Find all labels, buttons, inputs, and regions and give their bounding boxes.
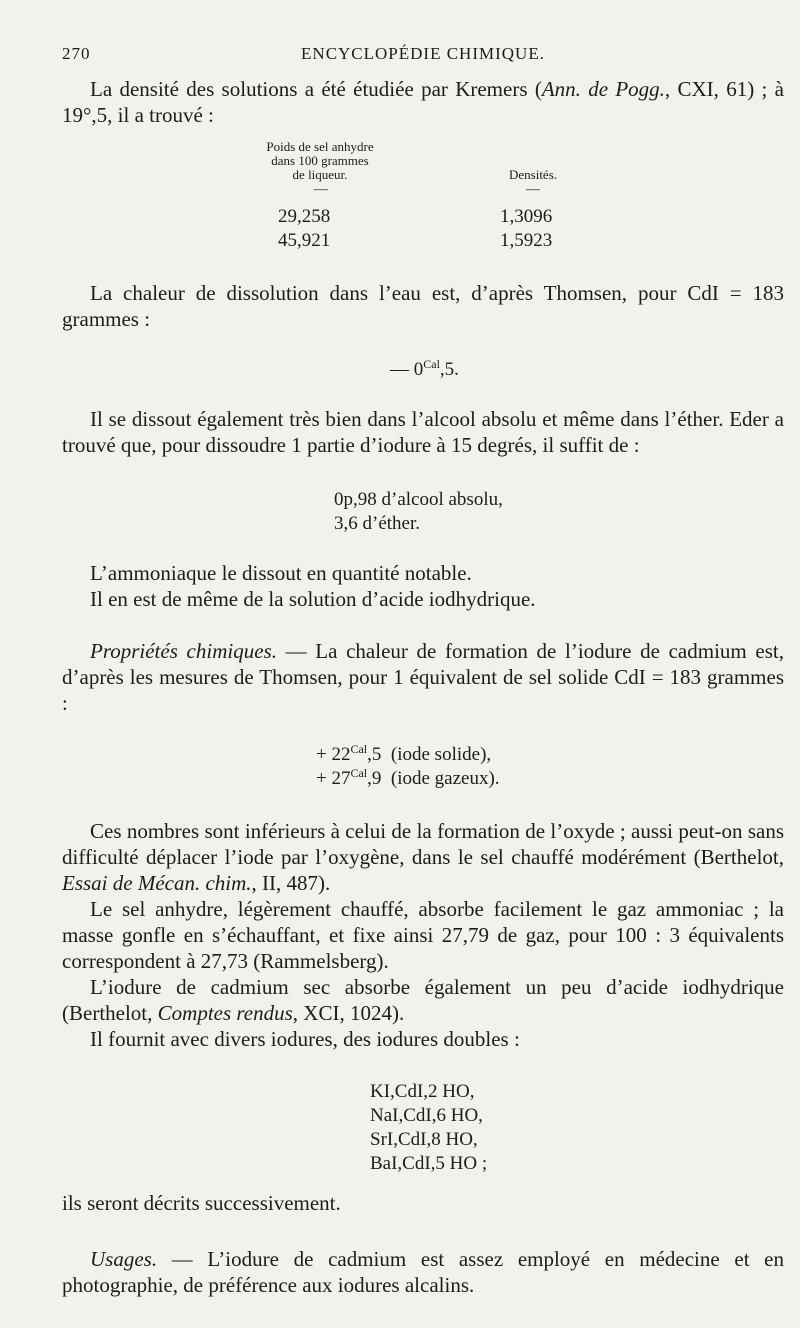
col-header-poids-line1: Poids de sel anhydre [266, 139, 374, 154]
heat-iode-gazeux [316, 767, 500, 791]
heat2-sup: Cal [350, 766, 368, 780]
col-header-poids-line2: dans 100 grammes [271, 153, 369, 168]
citation-comptes-rendus: Comptes rendus [157, 1001, 293, 1025]
p1-text-b: , CXI, 61) ; à 19°,5, il a trouvé : [62, 77, 784, 127]
solvent-alcohol: 0p,98 d’alcool absolu, [334, 489, 503, 510]
paragraph-chemical-properties [62, 638, 784, 716]
col-dash-densites: — [526, 182, 540, 197]
p7-text-a: Ces nombres sont inférieurs à celui de la formation de l’oxyde ; aussi peut-on sans difficulté déplacer l’iode par l’oxygène, dans le sel chauffé modérément (Berthelot, [62, 819, 784, 869]
p1-text-a: La densité des solutions a été étudiée par Kremers ( [90, 77, 542, 101]
col-header-poids-line3: de liqueur. [292, 167, 348, 182]
formula-ba: BaI,CdI,5 HO ; [370, 1153, 488, 1174]
citation-essai: Essai de Mécan. chim. [62, 871, 252, 895]
solvent-ether: 3,6 d’éther. [334, 513, 421, 534]
paragraph-dissolution-heat: La chaleur de dissolution dans l’eau est, d’après Thomsen, pour CdI = 183 grammes : [62, 281, 784, 331]
paragraph-ammonia: L’ammoniaque le dissout en quantité notable. [90, 561, 472, 585]
formula-sr: SrI,CdI,8 HO, [370, 1129, 478, 1150]
p7-text-b: , II, 487). [251, 871, 331, 895]
eq1-sup: Cal [423, 357, 440, 371]
paragraph-oxide [62, 818, 784, 896]
p12-text: — L’iodure de cadmium est assez employé en médecine et en photographie, de préférence aux iodures alcalins. [62, 1247, 784, 1297]
paragraph-density [62, 76, 784, 128]
section-title-uses: Usages. [90, 1247, 158, 1271]
paragraph-described: ils seront décrits successivement. [62, 1191, 341, 1215]
col-header-densites: Densités. [508, 167, 558, 182]
p9-text-b: , XCI, 1024). [292, 1001, 405, 1025]
paragraph-anhydrous-salt: Le sel anhydre, légèrement chauffé, absorbe facilement le gaz ammoniac ; la masse gonfle en s’échauffant, et fixe ainsi 27,79 de gaz, pour 100 : 3 équivalents correspondent à 27,73 (Rammelsberg). [62, 897, 784, 973]
heat-iode-solide [316, 743, 491, 767]
formula-k: KI,CdI,2 HO, [370, 1081, 475, 1102]
running-header [62, 44, 784, 66]
paragraph-dry-iodide [62, 974, 784, 1026]
col-dash-poids: — [314, 182, 328, 197]
p6-text: — La chaleur de formation de l’iodure de cadmium est, d’après les mesures de Thomsen, pour 1 équivalent de sel solide CdI = 183 grammes : [62, 639, 784, 715]
paragraph-double-iodides: Il fournit avec divers iodures, des iodures doubles : [90, 1027, 520, 1051]
dissolution-heat-value [390, 358, 459, 382]
cell-poids-2: 45,921 [278, 230, 331, 251]
paragraph-iodhydric: Il en est de même de la solution d’acide iodhydrique. [90, 587, 536, 611]
paragraph-solubility: Il se dissout également très bien dans l’alcool absolu et même dans l’éther. Eder a trouvé que, pour dissoudre 1 partie d’iodure à 15 degrés, il suffit de : [62, 407, 784, 457]
eq1-pre: — 0 [390, 359, 424, 380]
heat1-pre: + 22 [316, 744, 351, 765]
p9-text-a: L’iodure de cadmium sec absorbe également un peu d’acide iodhydrique (Berthelot, [62, 975, 784, 1025]
paragraph-uses [62, 1246, 784, 1298]
formula-na: NaI,CdI,6 HO, [370, 1105, 483, 1126]
heat2-pre: + 27 [316, 768, 351, 789]
page-number: 270 [62, 44, 91, 63]
eq1-post: ,5. [439, 359, 459, 380]
heat1-sup: Cal [350, 742, 368, 756]
section-title-chemical: Propriétés chimiques. [90, 639, 277, 663]
cell-densite-1: 1,3096 [500, 206, 553, 227]
cell-poids-1: 29,258 [278, 206, 331, 227]
heat2-post: ,9 (iode gazeux). [367, 768, 500, 789]
cell-densite-2: 1,5923 [500, 230, 553, 251]
citation-pogg: Ann. de Pogg. [541, 77, 665, 101]
running-title: ENCYCLOPÉDIE CHIMIQUE. [301, 44, 545, 63]
heat1-post: ,5 (iode solide), [367, 744, 492, 765]
col-header-poids [230, 140, 410, 182]
